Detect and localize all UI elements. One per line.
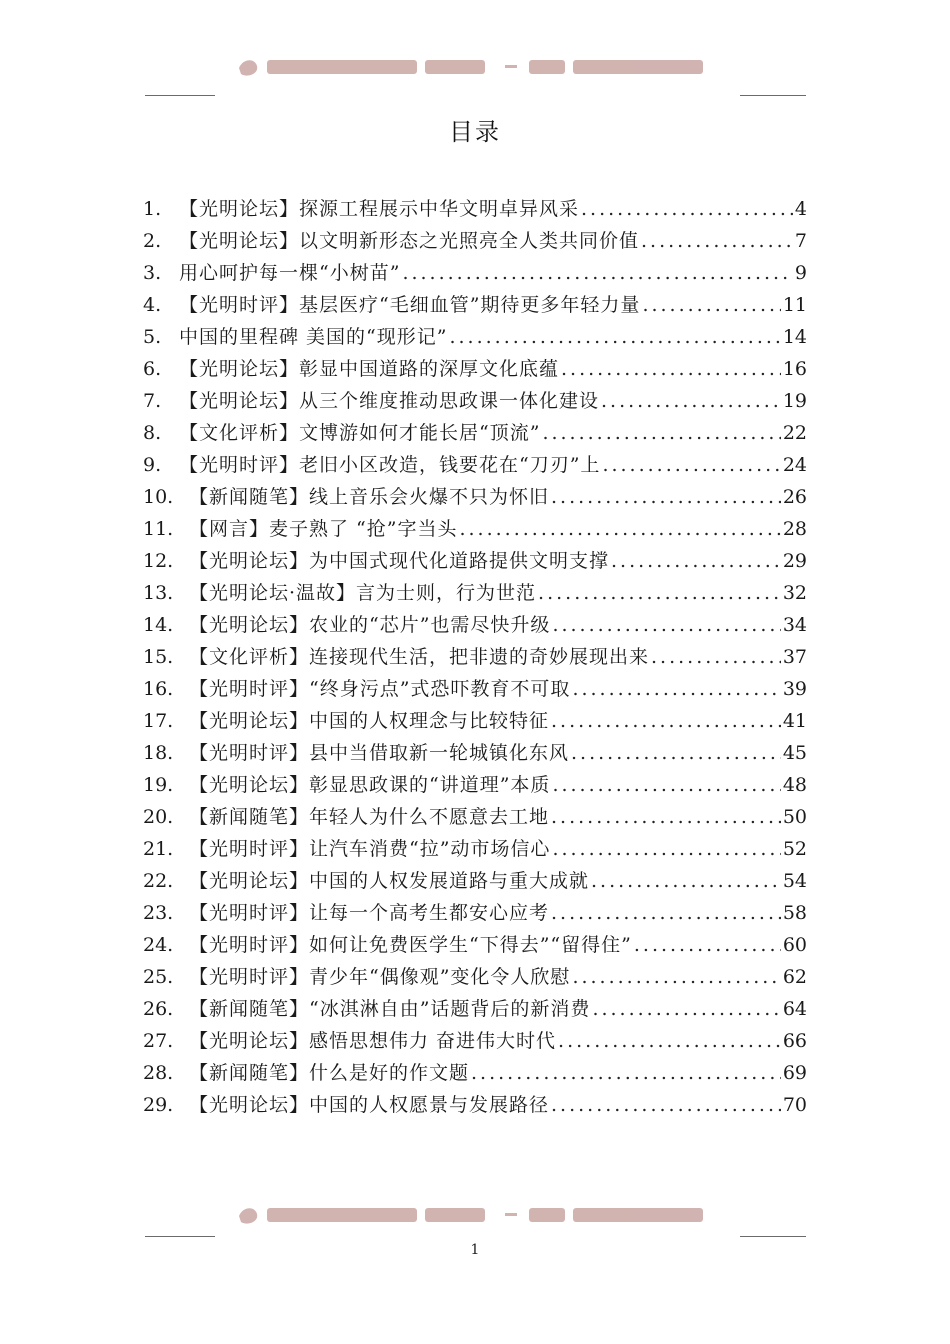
toc-entry-number: 12. bbox=[143, 550, 174, 572]
toc-entry-number: 24. bbox=[143, 934, 174, 956]
toc-entry[interactable] bbox=[143, 836, 807, 868]
toc-entry-number: 16. bbox=[143, 678, 174, 700]
toc-entry-number: 22. bbox=[143, 870, 174, 892]
toc-entry[interactable] bbox=[143, 772, 807, 804]
toc-entry-page[interactable]: 7 bbox=[794, 230, 807, 252]
toc-entry[interactable] bbox=[143, 1092, 807, 1124]
toc-entry-number: 3. bbox=[143, 262, 162, 284]
toc-entry[interactable] bbox=[143, 932, 807, 964]
toc-dot-leader bbox=[602, 452, 780, 478]
toc-dot-leader bbox=[402, 260, 792, 286]
toc-entry-title[interactable]: 【新闻随笔】年轻人为什么不愿意去工地 bbox=[189, 806, 550, 828]
toc-entry-number: 28. bbox=[143, 1062, 174, 1084]
toc-entry-number: 29. bbox=[143, 1094, 174, 1116]
toc-entry-number: 1. bbox=[143, 198, 162, 220]
toc-entry[interactable] bbox=[143, 580, 807, 612]
toc-entry-title[interactable]: 【光明论坛·温故】言为士则，行为世范 bbox=[189, 582, 537, 604]
toc-entry[interactable] bbox=[143, 708, 807, 740]
toc-entry-number: 19. bbox=[143, 774, 174, 796]
footer-rule-left bbox=[145, 1236, 215, 1237]
toc-entry-number: 13. bbox=[143, 582, 174, 604]
toc-entry-page[interactable]: 11 bbox=[782, 294, 807, 316]
toc-entry-title[interactable]: 【光明时评】让每一个高考生都安心应考 bbox=[189, 902, 550, 924]
toc-entry-title[interactable]: 【光明论坛】从三个维度推动思政课一体化建设 bbox=[179, 390, 600, 412]
toc-entry-title[interactable]: 【光明时评】如何让免费医学生“下得去”“留得住” bbox=[189, 934, 632, 956]
toc-entry[interactable] bbox=[143, 292, 807, 324]
toc-entry-page[interactable]: 4 bbox=[794, 198, 807, 220]
toc-entry[interactable] bbox=[143, 964, 807, 996]
toc-dot-leader bbox=[581, 196, 793, 222]
toc-entry-number: 6. bbox=[143, 358, 162, 380]
toc-entry[interactable] bbox=[143, 196, 807, 228]
toc-entry-title[interactable]: 【光明论坛】中国的人权发展道路与重大成就 bbox=[189, 870, 590, 892]
page-number: 1 bbox=[470, 1242, 480, 1258]
footer-rule-right bbox=[740, 1236, 806, 1237]
toc-entry-title[interactable]: 【光明论坛】彰显中国道路的深厚文化底蕴 bbox=[179, 358, 560, 380]
toc-entry-page[interactable]: 29 bbox=[782, 550, 807, 572]
toc-entry-page[interactable]: 19 bbox=[782, 390, 807, 412]
toc-entry-number: 25. bbox=[143, 966, 174, 988]
toc-entry-page[interactable]: 54 bbox=[782, 870, 807, 892]
toc-entry[interactable] bbox=[143, 420, 807, 452]
toc-dot-leader bbox=[551, 804, 781, 830]
toc-entry-page[interactable]: 48 bbox=[782, 774, 807, 796]
toc-dot-leader bbox=[552, 772, 780, 798]
toc-entry-number: 27. bbox=[143, 1030, 174, 1052]
header-rule-left bbox=[145, 95, 215, 96]
toc-entry-title[interactable]: 【光明论坛】中国的人权愿景与发展路径 bbox=[189, 1094, 550, 1116]
toc-entry-page[interactable]: 62 bbox=[782, 966, 807, 988]
toc-entry-title[interactable]: 【光明时评】青少年“偶像观”变化令人欣慰 bbox=[189, 966, 571, 988]
toc-entry-number: 18. bbox=[143, 742, 174, 764]
toc-entry-title[interactable]: 【网言】麦子熟了 “抢”字当头 bbox=[189, 518, 458, 540]
toc-entry-page[interactable]: 22 bbox=[782, 422, 807, 444]
toc-entry-title[interactable]: 【光明时评】“终身污点”式恐吓教育不可取 bbox=[189, 678, 571, 700]
toc-dot-leader bbox=[572, 964, 780, 990]
toc-entry-number: 4. bbox=[143, 294, 162, 316]
toc-entry-page[interactable]: 14 bbox=[782, 326, 807, 348]
toc-entry-page[interactable]: 64 bbox=[782, 998, 807, 1020]
toc-entry-page[interactable]: 24 bbox=[782, 454, 807, 476]
toc-dot-leader bbox=[634, 932, 781, 958]
toc-dot-leader bbox=[471, 1060, 781, 1086]
toc-dot-leader bbox=[449, 324, 780, 350]
toc-entry-page[interactable]: 37 bbox=[782, 646, 807, 668]
toc-dot-leader bbox=[592, 996, 780, 1022]
toc-dot-leader bbox=[561, 356, 781, 382]
toc-entry-title[interactable]: 【光明时评】让汽车消费“拉”动市场信心 bbox=[189, 838, 551, 860]
toc-entry-number: 2. bbox=[143, 230, 162, 252]
toc-dot-leader bbox=[571, 740, 781, 766]
toc-entry-number: 14. bbox=[143, 614, 174, 636]
toc-entry[interactable] bbox=[143, 228, 807, 260]
toc-entry[interactable] bbox=[143, 452, 807, 484]
toc-entry-title[interactable]: 【新闻随笔】什么是好的作文题 bbox=[189, 1062, 470, 1084]
page-footer bbox=[0, 1196, 950, 1236]
toc-entry-number: 20. bbox=[143, 806, 174, 828]
toc-entry-title[interactable]: 【文化评析】连接现代生活，把非遗的奇妙展现出来 bbox=[189, 646, 650, 668]
toc-entry-page[interactable]: 70 bbox=[782, 1094, 807, 1116]
toc-entry-number: 11. bbox=[143, 518, 174, 540]
toc-dot-leader bbox=[552, 612, 780, 638]
toc-entry-page[interactable]: 66 bbox=[782, 1030, 807, 1052]
toc-entry-title[interactable]: 中国的里程碑 美国的“现形记” bbox=[179, 326, 448, 348]
toc-entry[interactable] bbox=[143, 388, 807, 420]
toc-title: 目录 bbox=[449, 118, 501, 146]
toc-entry[interactable] bbox=[143, 868, 807, 900]
toc-dot-leader bbox=[551, 484, 781, 510]
toc-entry-page[interactable]: 39 bbox=[782, 678, 807, 700]
toc-entry-title[interactable]: 【新闻随笔】线上音乐会火爆不只为怀旧 bbox=[189, 486, 550, 508]
toc-entry-page[interactable]: 16 bbox=[782, 358, 807, 380]
toc-entry-page[interactable]: 41 bbox=[782, 710, 807, 732]
toc-entry-number: 10. bbox=[143, 486, 174, 508]
toc-entry-title[interactable]: 【文化评析】文博游如何才能长居“顶流” bbox=[179, 422, 541, 444]
toc-entry-number: 23. bbox=[143, 902, 174, 924]
toc-entry-title[interactable]: 【光明论坛】中国的人权理念与比较特征 bbox=[189, 710, 550, 732]
toc-entry-page[interactable]: 58 bbox=[782, 902, 807, 924]
toc-entry[interactable] bbox=[143, 996, 807, 1028]
toc-dot-leader bbox=[551, 1092, 781, 1118]
toc-entry[interactable] bbox=[143, 1060, 807, 1092]
toc-entry-page[interactable]: 45 bbox=[782, 742, 807, 764]
toc-dot-leader bbox=[601, 388, 781, 414]
toc-entry-number: 5. bbox=[143, 326, 162, 348]
toc-entry-title[interactable]: 【光明时评】老旧小区改造，钱要花在“刀刃”上 bbox=[179, 454, 601, 476]
toc-entry[interactable] bbox=[143, 740, 807, 772]
toc-entry[interactable] bbox=[143, 804, 807, 836]
toc-entry-title[interactable]: 【光明论坛】以文明新形态之光照亮全人类共同价值 bbox=[179, 230, 640, 252]
toc-entry-number: 8. bbox=[143, 422, 162, 444]
toc-entry[interactable] bbox=[143, 484, 807, 516]
toc-entry-number: 17. bbox=[143, 710, 174, 732]
toc-entry-title[interactable]: 【光明论坛】为中国式现代化道路提供文明支撑 bbox=[189, 550, 610, 572]
toc-entry-page[interactable]: 32 bbox=[782, 582, 807, 604]
toc-entry-title[interactable]: 【新闻随笔】“冰淇淋自由”话题背后的新消费 bbox=[189, 998, 591, 1020]
toc-entry[interactable] bbox=[143, 612, 807, 644]
toc-dot-leader bbox=[551, 900, 781, 926]
toc-dot-leader bbox=[611, 548, 781, 574]
toc-entry-page[interactable]: 60 bbox=[782, 934, 807, 956]
toc-entry-number: 7. bbox=[143, 390, 162, 412]
watermark-logo-icon bbox=[233, 1204, 713, 1226]
toc-entry-number: 9. bbox=[143, 454, 162, 476]
toc-entry[interactable] bbox=[143, 260, 807, 292]
toc-list bbox=[143, 196, 807, 1124]
toc-entry-title[interactable]: 用心呵护每一棵“小树苗” bbox=[179, 262, 401, 284]
header-rule-right bbox=[740, 95, 806, 96]
toc-entry-number: 15. bbox=[143, 646, 174, 668]
toc-dot-leader bbox=[551, 708, 781, 734]
toc-entry-page[interactable]: 52 bbox=[782, 838, 807, 860]
toc-entry-page[interactable]: 28 bbox=[782, 518, 807, 540]
toc-dot-leader bbox=[651, 644, 781, 670]
toc-entry[interactable] bbox=[143, 644, 807, 676]
toc-dot-leader bbox=[542, 420, 780, 446]
toc-entry[interactable] bbox=[143, 324, 807, 356]
watermark-logo-icon bbox=[233, 56, 713, 78]
toc-entry[interactable] bbox=[143, 1028, 807, 1060]
toc-entry[interactable] bbox=[143, 356, 807, 388]
toc-dot-leader bbox=[641, 228, 793, 254]
toc-entry-title[interactable]: 【光明时评】基层医疗“毛细血管”期待更多年轻力量 bbox=[179, 294, 641, 316]
toc-dot-leader bbox=[558, 1028, 781, 1054]
toc-dot-leader bbox=[572, 676, 780, 702]
toc-dot-leader bbox=[459, 516, 780, 542]
toc-entry-page[interactable]: 34 bbox=[782, 614, 807, 636]
toc-entry-page[interactable]: 26 bbox=[782, 486, 807, 508]
toc-entry-title[interactable]: 【光明论坛】探源工程展示中华文明卓异风采 bbox=[179, 198, 580, 220]
toc-entry[interactable] bbox=[143, 900, 807, 932]
toc-dot-leader bbox=[552, 836, 780, 862]
toc-entry[interactable] bbox=[143, 516, 807, 548]
toc-entry-title[interactable]: 【光明论坛】感悟思想伟力 奋进伟大时代 bbox=[189, 1030, 557, 1052]
toc-entry-title[interactable]: 【光明论坛】农业的“芯片”也需尽快升级 bbox=[189, 614, 551, 636]
toc-entry-title[interactable]: 【光明论坛】彰显思政课的“讲道理”本质 bbox=[189, 774, 551, 796]
toc-entry-page[interactable]: 9 bbox=[794, 262, 807, 284]
toc-entry[interactable] bbox=[143, 676, 807, 708]
toc-entry-page[interactable]: 50 bbox=[782, 806, 807, 828]
toc-entry-title[interactable]: 【光明时评】县中当借取新一轮城镇化东风 bbox=[189, 742, 570, 764]
toc-entry-number: 26. bbox=[143, 998, 174, 1020]
toc-entry-page[interactable]: 69 bbox=[782, 1062, 807, 1084]
toc-entry-number: 21. bbox=[143, 838, 174, 860]
toc-entry[interactable] bbox=[143, 548, 807, 580]
page-header bbox=[0, 56, 950, 96]
toc-dot-leader bbox=[591, 868, 781, 894]
toc-dot-leader bbox=[642, 292, 780, 318]
toc-dot-leader bbox=[538, 580, 781, 606]
